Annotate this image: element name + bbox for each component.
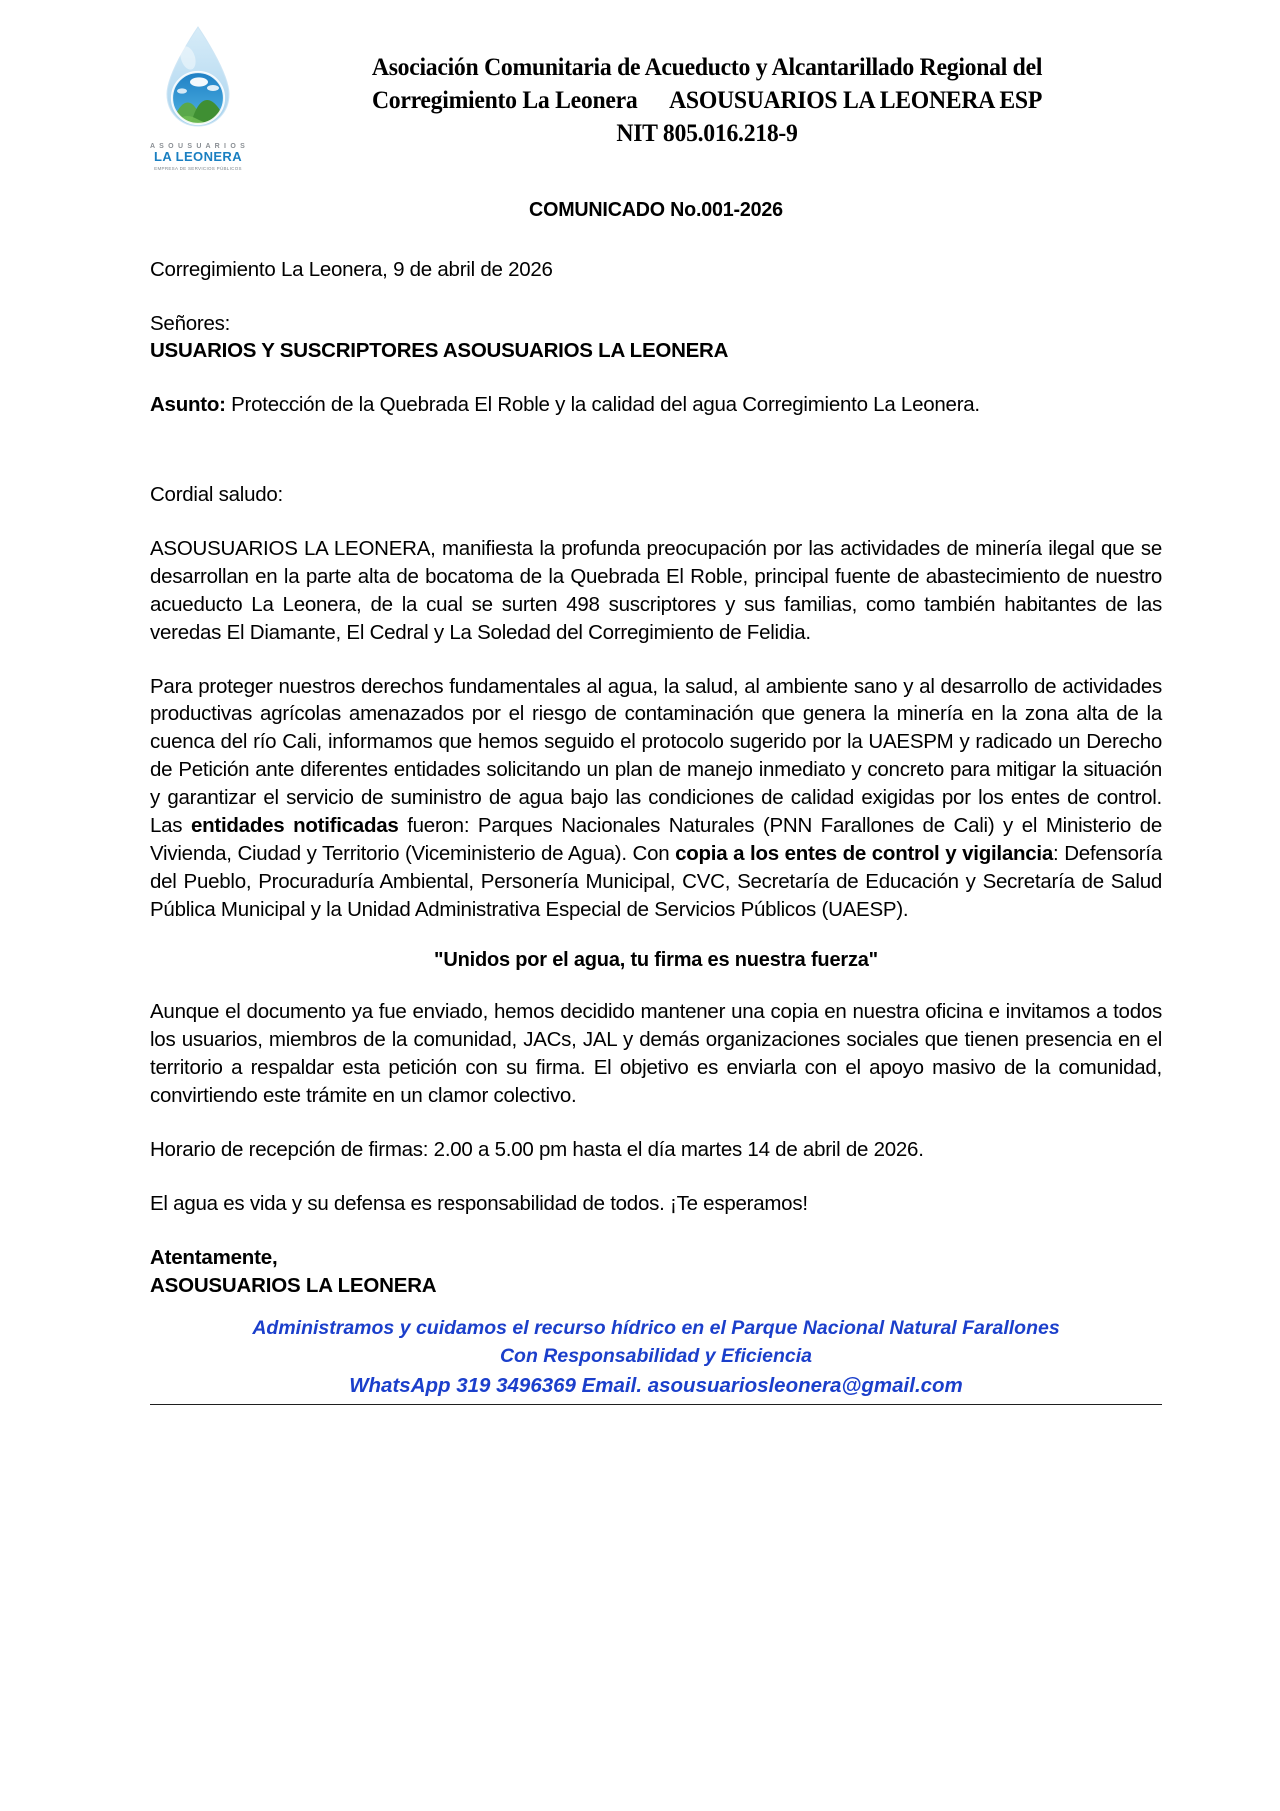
spacer [150, 1110, 1162, 1136]
salutation-label: Señores: [150, 311, 231, 335]
paragraph-one: ASOUSUARIOS LA LEONERA, manifiesta la profunda preocupación por las actividades de minería ilegal que se desarrollan en la parte alta de bocatoma de la Quebrada El Roble, principal fuente de abastecimiento de nuestro acueducto La Leonera, de la cual se surten 498 suscriptores y sus familias, como también habitantes de las veredas El Diamante, El Cedral y La Soledad del Corregimiento de Felidia. [150, 537, 1162, 644]
paragraph-two [150, 673, 1162, 924]
spacer [150, 419, 1162, 481]
spacer [150, 923, 1162, 949]
spacer [150, 1218, 1162, 1244]
letterhead-nit: NIT 805.016.218-9 [616, 118, 798, 148]
subject-line [150, 391, 1162, 419]
letterhead [0, 0, 1280, 172]
spacer [150, 284, 1162, 310]
letterhead-entity-name: ASOUSUARIOS LA LEONERA ESP [669, 85, 1043, 115]
logo-caption-top: A S O U S U A R I O S [150, 143, 246, 150]
logo-caption-main: LA LEONERA [153, 149, 243, 164]
spacer [150, 972, 1162, 998]
logo-caption-sub: EMPRESA DE SERVICIOS PÚBLICOS [154, 166, 242, 171]
spacer [150, 647, 1162, 673]
page-footer [0, 1315, 1280, 1404]
letterhead-title-line-1: Asociación Comunitaria de Acueducto y Alcantarillado Regional del [371, 52, 1043, 81]
paragraph-three: Aunque el documento ya fue enviado, hemos decidido mantener una copia en nuestra oficina e invitamos a todos los usuarios, miembros de la comunidad, JACs, JAL y demás organizaciones sociales que tienen presencia en el territorio a respaldar esta petición con su firma. El objetivo es enviarla con el apoyo masivo de la comunidad, convirtiendo este trámite en un clamor colectivo. [150, 1000, 1162, 1107]
entidades-notificadas-emphasis: entidades notificadas [190, 813, 399, 837]
paragraph-five-closing-message: El agua es vida y su defensa es responsabilidad de todos. ¡Te esperamos! [150, 1191, 808, 1215]
greeting-line: Cordial saludo: [150, 483, 283, 507]
organization-logo [150, 24, 246, 172]
spacer [150, 509, 1162, 535]
spacer [150, 222, 1162, 256]
letterhead-title-line-2 [286, 83, 1129, 116]
signoff-atentamente: Atentamente, [150, 1245, 278, 1269]
letterhead-corregimiento: Corregimiento La Leonera [371, 85, 638, 115]
subject-label: Asunto: [150, 393, 226, 417]
footer-tagline-block [150, 1315, 1162, 1403]
footer-line-1: Administramos y cuidamos el recurso hídrico en el Parque Nacional Natural Farallones [252, 1317, 1060, 1340]
footer-contact-line: WhatsApp 319 3496369 Email. asousuariosleonera@gmail.com [349, 1373, 963, 1397]
paragraph-two-part-1: Para proteger nuestros derechos fundamentales al agua, la salud, al ambiente sano y al desarrollo de actividades productivas agrícolas amenazados por el riesgo de contaminación que genera la minería en la zona alta de la cuenca del río Cali, informamos que hemos seguido el protocolo sugerido por la UAESPM y radicado un Derecho de Petición ante diferentes entidades solicitando un plan de manejo inmediato y concreto para mitigar la situación y garantizar el servicio de suministro de agua bajo las condiciones de calidad exigidas por los entes de control. Las [150, 674, 1162, 837]
subject-text: Protección de la Quebrada El Roble y la calidad del agua Corregimiento La Leonera. [225, 393, 980, 417]
document-body [0, 198, 1280, 1300]
copia-entes-control-emphasis: copia a los entes de control y vigilancia [675, 841, 1054, 865]
paragraph-two-part-3: : Defensoría del Pueblo, Procuraduría Ambiental, Personería Municipal, CVC, Secretaría de Educación y Secretaría de Salud Pública Municipal y la Unidad Administrativa Especial de Servicios Públicos (UAESP). [150, 841, 1162, 921]
addressee-line: USUARIOS Y SUSCRIPTORES ASOUSUARIOS LA LEONERA [150, 339, 729, 363]
footer-divider [150, 1404, 1162, 1405]
campaign-slogan: "Unidos por el agua, tu firma es nuestra fuerza" [434, 949, 878, 972]
paragraph-four-schedule: Horario de recepción de firmas: 2.00 a 5.00 pm hasta el día martes 14 de abril de 2026. [150, 1137, 924, 1161]
page-title: COMUNICADO No.001-2026 [529, 197, 783, 221]
water-droplet-logo-icon [155, 24, 241, 142]
place-date-line: Corregimiento La Leonera, 9 de abril de 2026 [150, 257, 553, 281]
signoff-organization: ASOUSUARIOS LA LEONERA [150, 1273, 437, 1297]
spacer [150, 1164, 1162, 1190]
footer-line-2: Con Responsabilidad y Eficiencia [499, 1345, 813, 1368]
paragraph-two-part-2: fueron: Parques Nacionales Naturales (PNN Farallones de Cali) y el Ministerio de Vivienda, Ciudad y Territorio (Viceministerio de Agua). Con [150, 813, 1163, 865]
spacer [150, 365, 1162, 391]
letterhead-title [286, 14, 1129, 149]
